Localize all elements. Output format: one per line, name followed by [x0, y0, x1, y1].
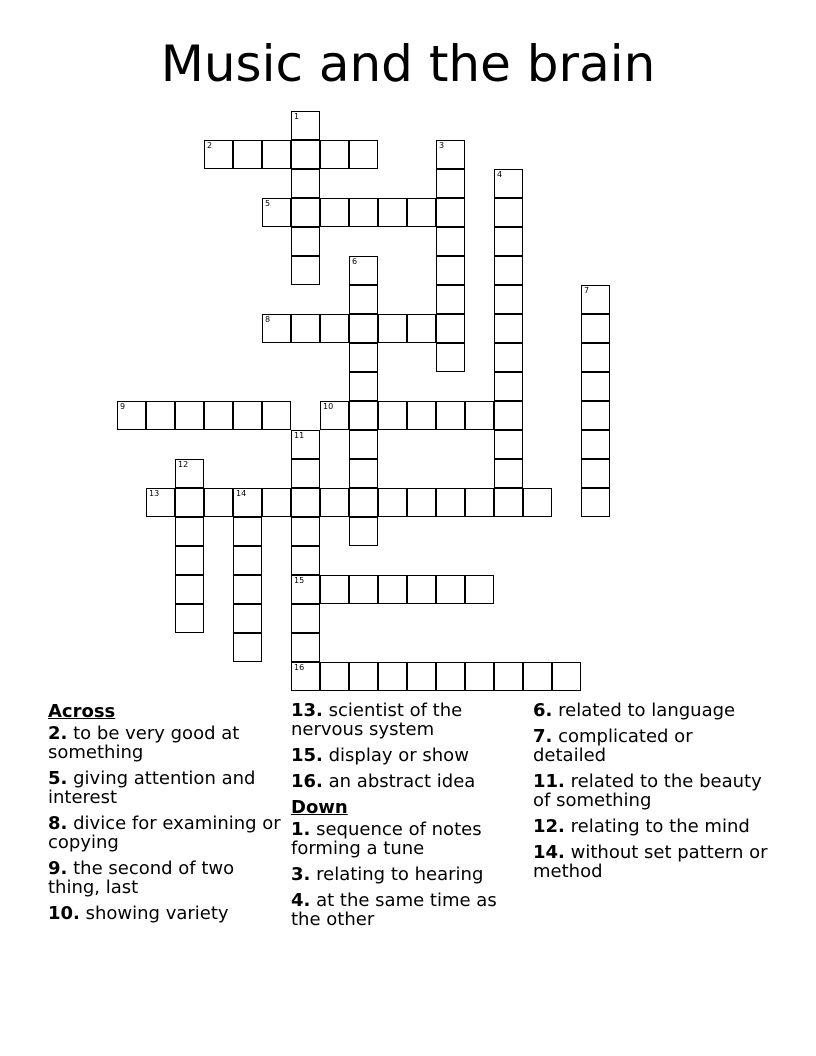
grid-cell[interactable] [581, 401, 610, 430]
grid-cell[interactable] [175, 546, 204, 575]
grid-cell[interactable] [465, 401, 494, 430]
grid-cell[interactable] [407, 401, 436, 430]
grid-cell[interactable] [291, 604, 320, 633]
grid-cell[interactable] [494, 285, 523, 314]
clue-number: 12 [178, 460, 189, 469]
grid-cell[interactable] [291, 256, 320, 285]
grid-cell[interactable] [262, 198, 291, 227]
clue-number: 6 [352, 257, 358, 266]
clue-number: 3 [439, 141, 445, 150]
clues-column-3 [533, 701, 768, 888]
grid-cell[interactable] [581, 372, 610, 401]
grid-cell[interactable] [436, 662, 465, 691]
grid-cell[interactable] [262, 401, 291, 430]
grid-cell[interactable] [436, 198, 465, 227]
clue-num: 1. [291, 819, 311, 840]
clue-item [48, 904, 283, 923]
clue-num: 16. [291, 771, 323, 792]
clue-text: without set pattern or method [533, 842, 768, 882]
grid-cell[interactable] [494, 662, 523, 691]
grid-cell[interactable] [175, 459, 204, 488]
grid-cell[interactable] [349, 575, 378, 604]
grid-cell[interactable] [349, 401, 378, 430]
clue-text: related to language [558, 700, 736, 721]
grid-cell[interactable] [320, 488, 349, 517]
grid-cell[interactable] [262, 488, 291, 517]
grid-cell[interactable] [349, 662, 378, 691]
grid-cell[interactable] [465, 488, 494, 517]
grid-cell[interactable] [204, 140, 233, 169]
clue-item [533, 843, 768, 881]
clue-num: 8. [48, 813, 68, 834]
clue-num: 9. [48, 858, 68, 879]
grid-cell[interactable] [291, 314, 320, 343]
clue-text: to be very good at something [48, 723, 240, 763]
grid-cell[interactable] [494, 430, 523, 459]
grid-cell[interactable] [523, 488, 552, 517]
grid-cell[interactable] [320, 575, 349, 604]
clue-number: 1 [294, 112, 300, 121]
clue-item [533, 727, 768, 765]
grid-cell[interactable] [436, 314, 465, 343]
clue-heading: Down [291, 797, 348, 818]
clue-num: 15. [291, 745, 323, 766]
clue-num: 12. [533, 816, 565, 837]
clue-number: 9 [120, 402, 126, 411]
grid-cell[interactable] [581, 459, 610, 488]
grid-cell[interactable] [233, 633, 262, 662]
grid-cell[interactable] [494, 343, 523, 372]
grid-cell[interactable] [175, 517, 204, 546]
grid-cell[interactable] [204, 488, 233, 517]
grid-cell[interactable] [146, 488, 175, 517]
grid-cell[interactable] [378, 488, 407, 517]
grid-cell[interactable] [494, 314, 523, 343]
clue-num: 7. [533, 726, 553, 747]
grid-cell[interactable] [349, 488, 378, 517]
grid-cell[interactable] [581, 488, 610, 517]
grid-cell[interactable] [436, 227, 465, 256]
grid-cell[interactable] [436, 401, 465, 430]
clue-text: divice for examining or copying [48, 813, 281, 853]
clue-number: 8 [265, 315, 271, 324]
grid-cell[interactable] [233, 401, 262, 430]
grid-cell[interactable] [523, 662, 552, 691]
grid-cell[interactable] [407, 314, 436, 343]
grid-cell[interactable] [291, 111, 320, 140]
grid-cell[interactable] [494, 169, 523, 198]
grid-cell[interactable] [291, 488, 320, 517]
grid-cell[interactable] [146, 401, 175, 430]
grid-cell[interactable] [436, 169, 465, 198]
clue-num: 10. [48, 903, 80, 924]
clue-text: scientist of the nervous system [291, 700, 463, 740]
clue-item [291, 865, 526, 884]
clue-number: 16 [294, 663, 305, 672]
grid-cell[interactable] [291, 227, 320, 256]
grid-cell[interactable] [407, 488, 436, 517]
grid-cell[interactable] [494, 227, 523, 256]
clue-num: 2. [48, 723, 68, 744]
clue-text: display or show [328, 745, 469, 766]
clue-number: 10 [323, 402, 334, 411]
grid-cell[interactable] [436, 140, 465, 169]
grid-cell[interactable] [175, 575, 204, 604]
clue-item [48, 724, 283, 762]
clue-text: at the same time as the other [291, 890, 497, 930]
grid-cell[interactable] [407, 662, 436, 691]
grid-cell[interactable] [175, 488, 204, 517]
clue-number: 5 [265, 199, 271, 208]
grid-cell[interactable] [349, 198, 378, 227]
clue-text: showing variety [85, 903, 229, 924]
grid-cell[interactable] [378, 662, 407, 691]
grid-cell[interactable] [320, 662, 349, 691]
clue-text: sequence of notes forming a tune [291, 819, 482, 859]
clue-item [533, 817, 768, 836]
clue-item [48, 769, 283, 807]
grid-cell[interactable] [117, 401, 146, 430]
grid-cell[interactable] [378, 401, 407, 430]
grid-cell[interactable] [233, 604, 262, 633]
clue-num: 3. [291, 864, 311, 885]
clue-text: relating to the mind [570, 816, 750, 837]
grid-cell[interactable] [465, 575, 494, 604]
clue-item [291, 746, 526, 765]
clue-item [48, 814, 283, 852]
grid-cell[interactable] [349, 372, 378, 401]
clues-column-1 [48, 701, 283, 930]
clue-number: 13 [149, 489, 160, 498]
clue-number: 15 [294, 576, 305, 585]
grid-cell[interactable] [465, 662, 494, 691]
grid-cell[interactable] [378, 198, 407, 227]
grid-cell[interactable] [494, 198, 523, 227]
clue-num: 5. [48, 768, 68, 789]
grid-cell[interactable] [262, 314, 291, 343]
grid-cell[interactable] [349, 517, 378, 546]
clue-item [533, 772, 768, 810]
clue-text: giving attention and interest [48, 768, 256, 808]
clue-number: 14 [236, 489, 247, 498]
grid-cell[interactable] [378, 314, 407, 343]
grid-cell[interactable] [349, 285, 378, 314]
clue-text: relating to hearing [316, 864, 484, 885]
grid-cell[interactable] [436, 285, 465, 314]
grid-cell[interactable] [494, 401, 523, 430]
grid-cell[interactable] [291, 198, 320, 227]
grid-cell[interactable] [436, 575, 465, 604]
grid-cell[interactable] [494, 488, 523, 517]
grid-cell[interactable] [581, 343, 610, 372]
grid-cell[interactable] [552, 662, 581, 691]
clue-num: 13. [291, 700, 323, 721]
grid-cell[interactable] [436, 343, 465, 372]
grid-cell[interactable] [494, 372, 523, 401]
grid-cell[interactable] [581, 314, 610, 343]
grid-cell[interactable] [407, 198, 436, 227]
grid-cell[interactable] [349, 459, 378, 488]
grid-cell[interactable] [349, 140, 378, 169]
grid-cell[interactable] [494, 256, 523, 285]
grid-cell[interactable] [349, 314, 378, 343]
grid-cell[interactable] [436, 488, 465, 517]
clue-text: related to the beauty of something [533, 771, 762, 811]
grid-cell[interactable] [581, 285, 610, 314]
grid-cell[interactable] [291, 459, 320, 488]
clue-heading: Across [48, 701, 116, 722]
clue-number: 2 [207, 141, 213, 150]
grid-cell[interactable] [291, 575, 320, 604]
grid-cell[interactable] [320, 401, 349, 430]
grid-cell[interactable] [291, 633, 320, 662]
clue-num: 14. [533, 842, 565, 863]
clue-num: 4. [291, 890, 311, 911]
clue-number: 11 [294, 431, 305, 440]
grid-cell[interactable] [349, 430, 378, 459]
clue-text: an abstract idea [328, 771, 476, 792]
grid-cell[interactable] [349, 343, 378, 372]
clue-number: 7 [584, 286, 590, 295]
grid-cell[interactable] [320, 140, 349, 169]
grid-cell[interactable] [320, 198, 349, 227]
grid-cell[interactable] [233, 575, 262, 604]
grid-cell[interactable] [581, 430, 610, 459]
clue-num: 6. [533, 700, 553, 721]
clue-item [533, 701, 768, 720]
clue-text: the second of two thing, last [48, 858, 235, 898]
clue-item [291, 772, 526, 791]
clue-item [291, 891, 526, 929]
grid-cell[interactable] [204, 401, 233, 430]
grid-cell[interactable] [436, 256, 465, 285]
clue-text: complicated or detailed [533, 726, 693, 766]
clues-column-2 [291, 701, 526, 936]
puzzle-title: Music and the brain [160, 35, 656, 93]
grid-cell[interactable] [175, 401, 204, 430]
grid-cell[interactable] [494, 459, 523, 488]
clue-item [291, 701, 526, 739]
grid-cell[interactable] [291, 140, 320, 169]
grid-cell[interactable] [233, 140, 262, 169]
grid-cell[interactable] [233, 488, 262, 517]
clue-num: 11. [533, 771, 565, 792]
grid-cell[interactable] [291, 169, 320, 198]
clue-item [48, 859, 283, 897]
grid-cell[interactable] [291, 517, 320, 546]
grid-cell[interactable] [320, 314, 349, 343]
grid-cell[interactable] [291, 546, 320, 575]
grid-cell[interactable] [175, 604, 204, 633]
grid-cell[interactable] [233, 546, 262, 575]
grid-cell[interactable] [262, 140, 291, 169]
grid-cell[interactable] [291, 662, 320, 691]
clue-number: 4 [497, 170, 503, 179]
grid-cell[interactable] [233, 517, 262, 546]
grid-cell[interactable] [378, 575, 407, 604]
grid-cell[interactable] [291, 430, 320, 459]
grid-cell[interactable] [407, 575, 436, 604]
grid-cell[interactable] [349, 256, 378, 285]
clue-item [291, 820, 526, 858]
